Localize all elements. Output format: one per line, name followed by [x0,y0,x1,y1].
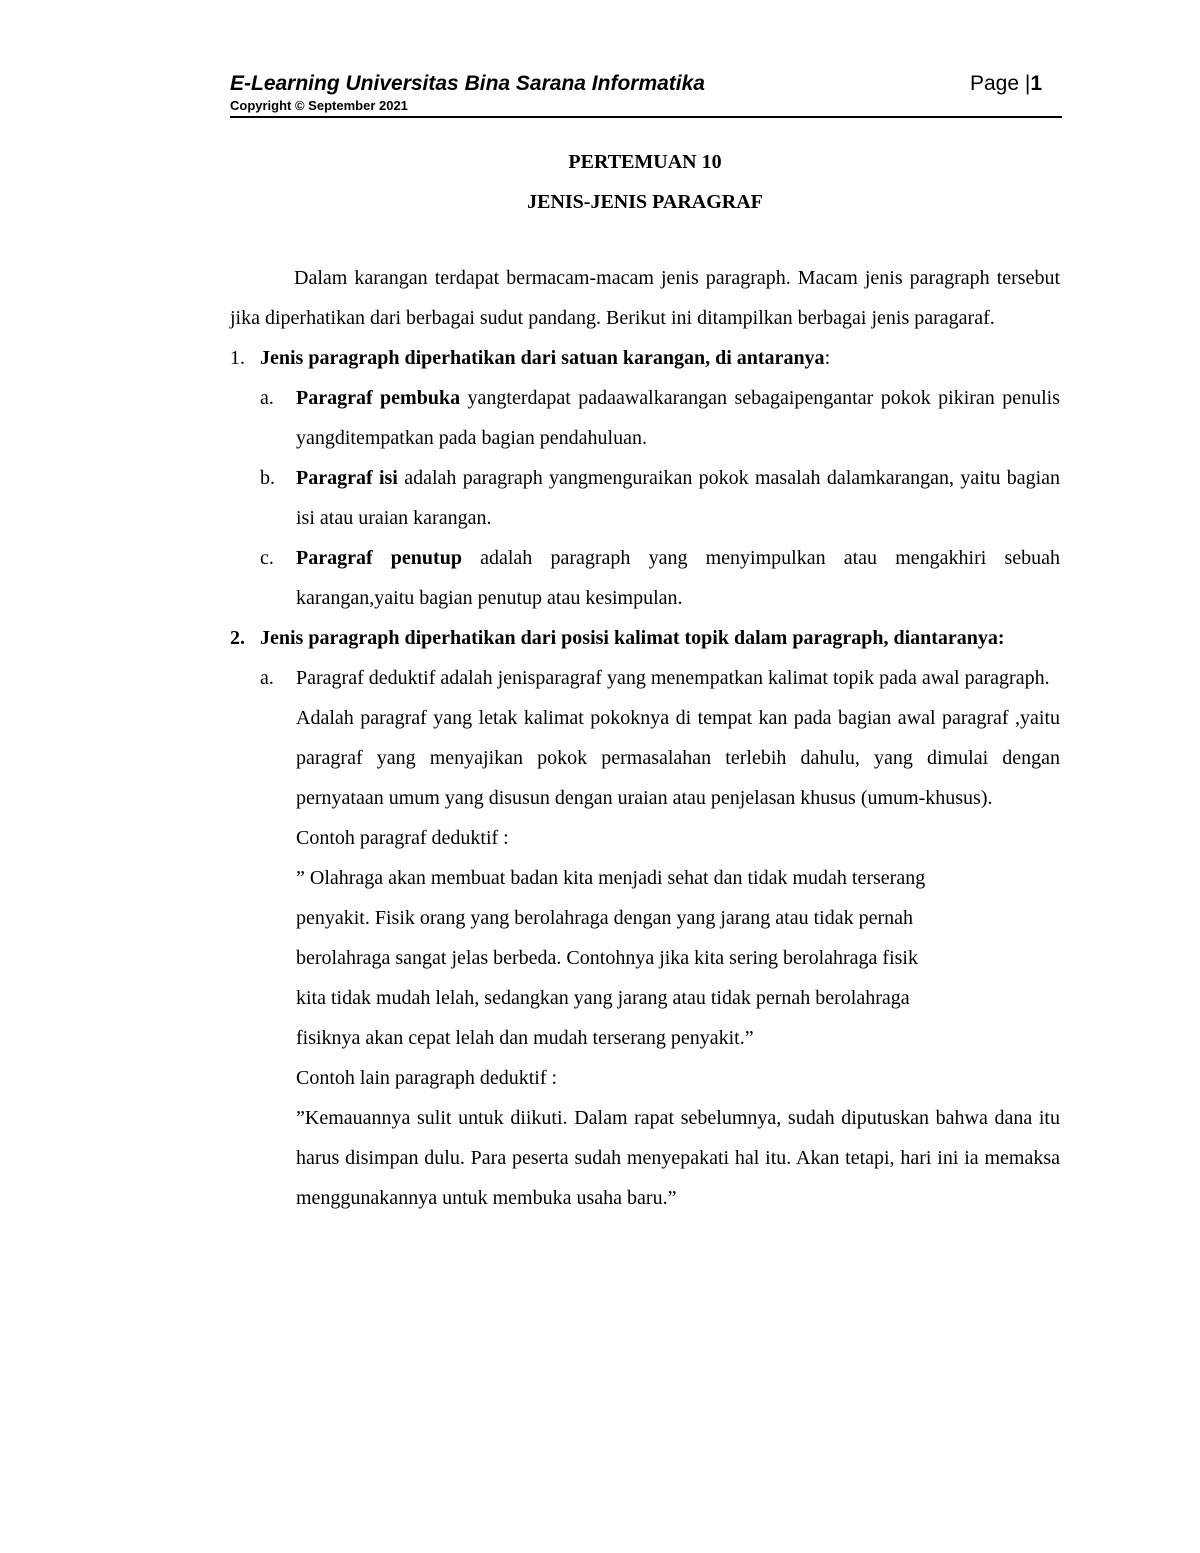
quote-line: penyakit. Fisik orang yang berolahraga dengan yang jarang atau tidak pernah [296,907,914,929]
list-item-1c [230,538,1060,618]
section-1-heading-text: Jenis paragraph diperhatikan dari satuan karangan, di antaranya [260,347,825,369]
page-label: Page | [969,72,1031,95]
header-title: E-Learning Universitas Bina Sarana Informatika [230,72,705,95]
list-item-term: Paragraf pembuka [296,387,461,409]
list-item-text: adalah paragraph yang menyimpulkan atau mengakhiri sebuah karangan,yaitu bagian penutup atau kesimpulan. [296,547,1060,609]
intro-paragraph: Dalam karangan terdapat bermacam-macam jenis paragraph. Macam jenis paragraph tersebut jika diperhatikan dari berbagai sudut pandang. Berikut ini ditampilkan berbagai jenis paragaraf. [230,267,1060,329]
list-letter: c. [260,547,274,569]
deductive-definition: Adalah paragraf yang letak kalimat pokoknya di tempat kan pada bagian awal paragraf ,yaitu paragraf yang menyajikan pokok permasalahan terlebih dahulu, yang dimulai dengan pernyataan umum yang disusun dengan uraian atau penjelasan khusus (umum-khusus). [296,707,1060,809]
list-letter: a. [260,667,274,689]
list-item-1a [230,378,1060,458]
example-1-quote [230,858,1060,1058]
document-title: PERTEMUAN 10 [568,151,722,173]
quote-line: berolahraga sangat jelas berbeda. Contohnya jika kita sering berolahraga fisik [296,947,918,969]
section-1-number: 1. [230,347,245,369]
header-page-number [970,70,1042,98]
section-1-heading-colon: : [824,347,831,369]
list-item-2a [230,658,1060,698]
document-subtitle: JENIS-JENIS PARAGRAF [527,191,763,213]
example-2-quote: ”Kemauannya sulit untuk diikuti. Dalam rapat sebelumnya, sudah diputuskan bahwa dana itu harus disimpan dulu. Para peserta sudah menyepakati hal itu. Akan tetapi, hari ini ia memaksa menggunakannya untuk membuka usaha baru.” [296,1107,1060,1209]
quote-line: fisiknya akan cepat lelah dan mudah terserang penyakit.” [296,1027,754,1049]
document-body [230,140,1060,1218]
section-2-number: 2. [230,627,245,649]
section-1-heading [230,338,1060,378]
list-item-term: Paragraf isi [296,467,398,489]
section-2-heading-text: Jenis paragraph diperhatikan dari posisi kalimat topik dalam paragraph, diantaranya: [260,627,1005,649]
page-number: 1 [1030,72,1042,95]
example-2-label: Contoh lain paragraph deduktif : [296,1067,558,1089]
header-copyright: Copyright © September 2021 [230,98,408,113]
list-item-term: Paragraf penutup [296,547,462,569]
header-divider [230,116,1062,118]
list-item-text: Paragraf deduktif adalah jenisparagraf yang menempatkan kalimat topik pada awal paragraph. [296,667,1050,689]
example-1-label: Contoh paragraf deduktif : [296,827,509,849]
list-letter: b. [260,467,275,489]
list-item-1b [230,458,1060,538]
list-item-text: yangterdapat padaawalkarangan sebagaipengantar pokok pikiran penulis yangditempatkan pada bagian pendahuluan. [296,387,1060,449]
list-letter: a. [260,387,274,409]
quote-line: ” Olahraga akan membuat badan kita menjadi sehat dan tidak mudah terserang [296,867,926,889]
list-item-text: adalah paragraph yangmenguraikan pokok masalah dalamkarangan, yaitu bagian isi atau uraian karangan. [296,467,1061,529]
section-2-heading [230,618,1060,658]
quote-line: kita tidak mudah lelah, sedangkan yang jarang atau tidak pernah berolahraga [296,987,910,1009]
